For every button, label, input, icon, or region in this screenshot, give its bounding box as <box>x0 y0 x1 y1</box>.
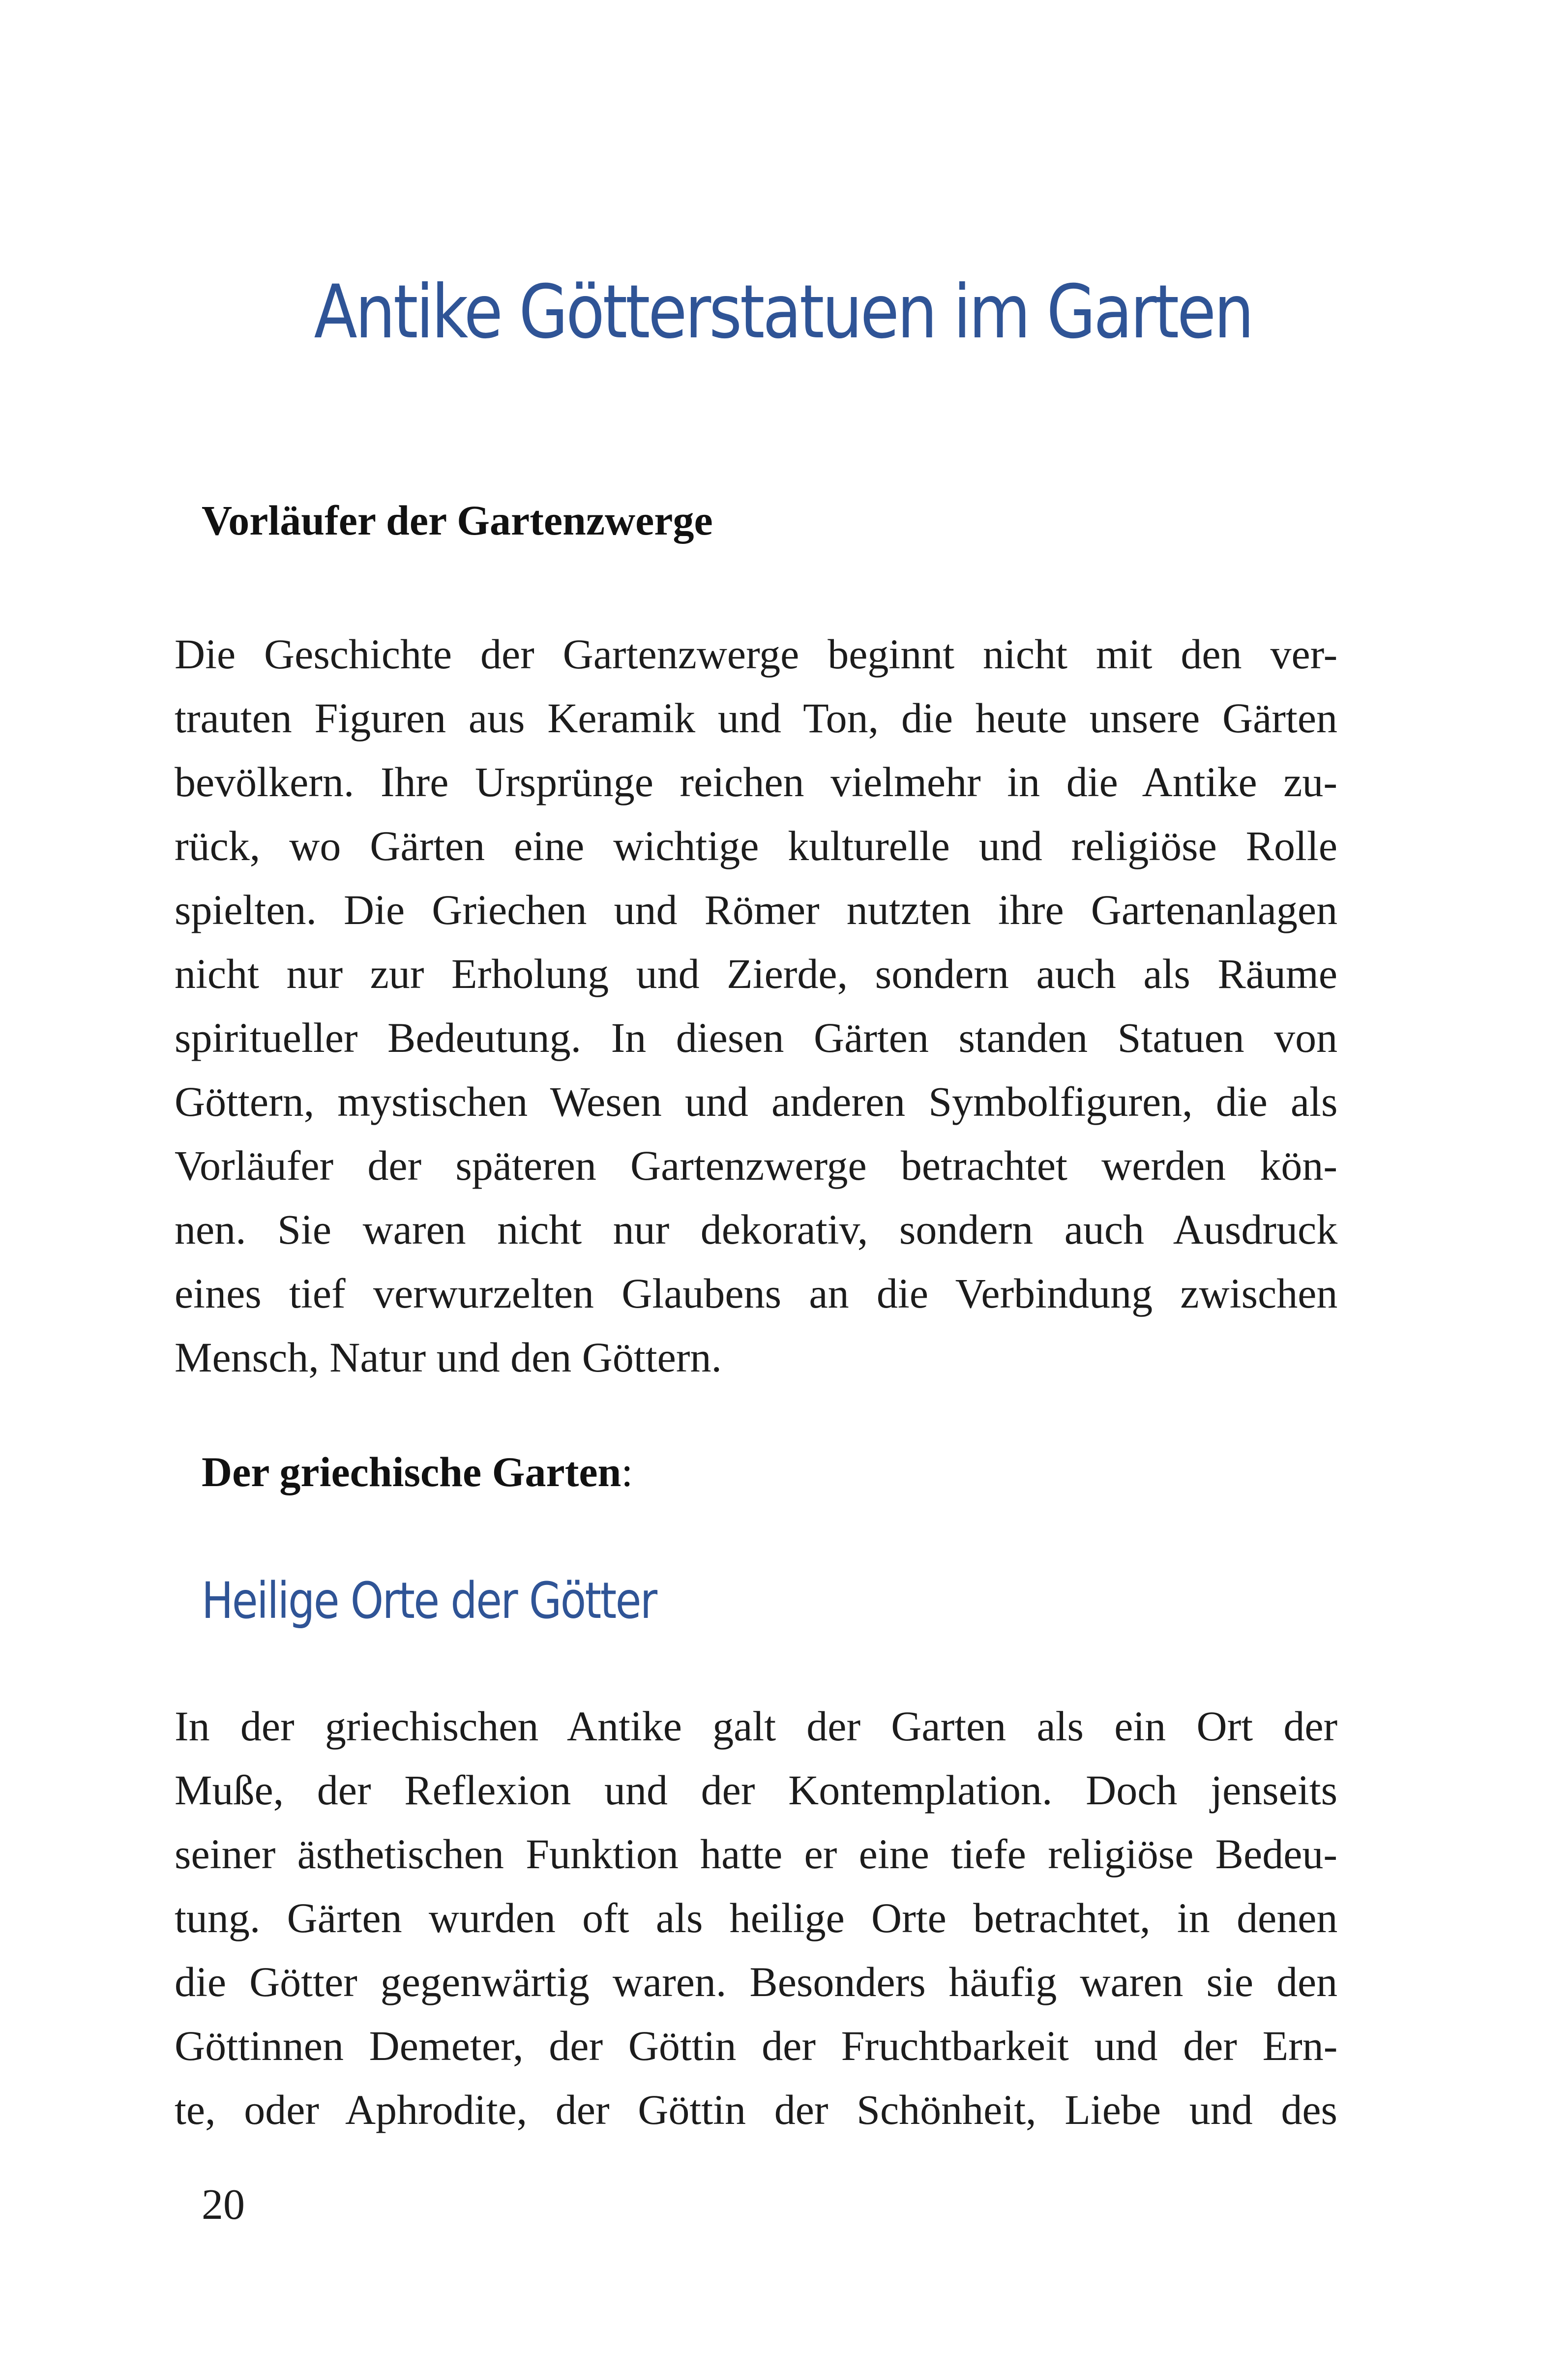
text-line: seiner ästhetischen Funktion hatte er eine tiefe religiöse Bedeu- <box>175 1830 1337 1878</box>
page-number: 20 <box>202 2181 245 2229</box>
text-line: tung. Gärten wurden oft als heilige Orte betrachtet, in denen <box>175 1894 1338 1941</box>
text-line: nen. Sie waren nicht nur dekorativ, sondern auch Ausdruck <box>175 1206 1338 1253</box>
section-heading-vorlaeufer: Vorläufer der Gartenzwerge <box>202 497 713 544</box>
text-line: nicht nur zur Erholung und Zierde, sondern auch als Räume <box>175 950 1337 997</box>
section-heading-text: Der griechische Garten <box>202 1448 621 1495</box>
section-heading-colon: : <box>621 1448 633 1495</box>
text-line: spiritueller Bedeutung. In diesen Gärten standen Statuen von <box>175 1014 1338 1061</box>
text-line: trauten Figuren aus Keramik und Ton, die heute unsere Gärten <box>175 694 1337 742</box>
text-line: Vorläufer der späteren Gartenzwerge betrachtet werden kön- <box>175 1142 1337 1189</box>
text-line: rück, wo Gärten eine wichtige kulturelle und religiöse Rolle <box>175 822 1337 869</box>
text-line: Göttern, mystischen Wesen und anderen Symbolfiguren, die als <box>175 1078 1338 1125</box>
text-line: eines tief verwurzelten Glaubens an die Verbindung zwischen <box>175 1270 1338 1317</box>
text-line: Die Geschichte der Gartenzwerge beginnt nicht mit den ver- <box>175 630 1338 678</box>
paragraph-griechischer-garten <box>175 1694 1337 2142</box>
chapter-title: Antike Götterstatuen im Garten <box>314 269 1252 355</box>
text-line: In der griechischen Antike galt der Garten als ein Ort der <box>175 1702 1338 1750</box>
text-line: te, oder Aphrodite, der Göttin der Schönheit, Liebe und des <box>175 2086 1337 2133</box>
text-line: spielten. Die Griechen und Römer nutzten ihre Gartenanlagen <box>175 886 1338 933</box>
section-heading-griechischer-garten <box>202 1448 633 1495</box>
text-line: bevölkern. Ihre Ursprünge reichen vielmehr in die Antike zu- <box>175 758 1337 806</box>
text-line: Mensch, Natur und den Göttern. <box>175 1334 722 1381</box>
subheading-heilige-orte: Heilige Orte der Götter <box>202 1572 656 1630</box>
text-line: Muße, der Reflexion und der Kontemplation. Doch jenseits <box>175 1766 1338 1814</box>
text-line: Göttinnen Demeter, der Göttin der Fruchtbarkeit und der Ern- <box>175 2022 1338 2069</box>
text-line: die Götter gegenwärtig waren. Besonders häufig waren sie den <box>175 1958 1338 2005</box>
paragraph-vorlaeufer <box>175 622 1337 1389</box>
